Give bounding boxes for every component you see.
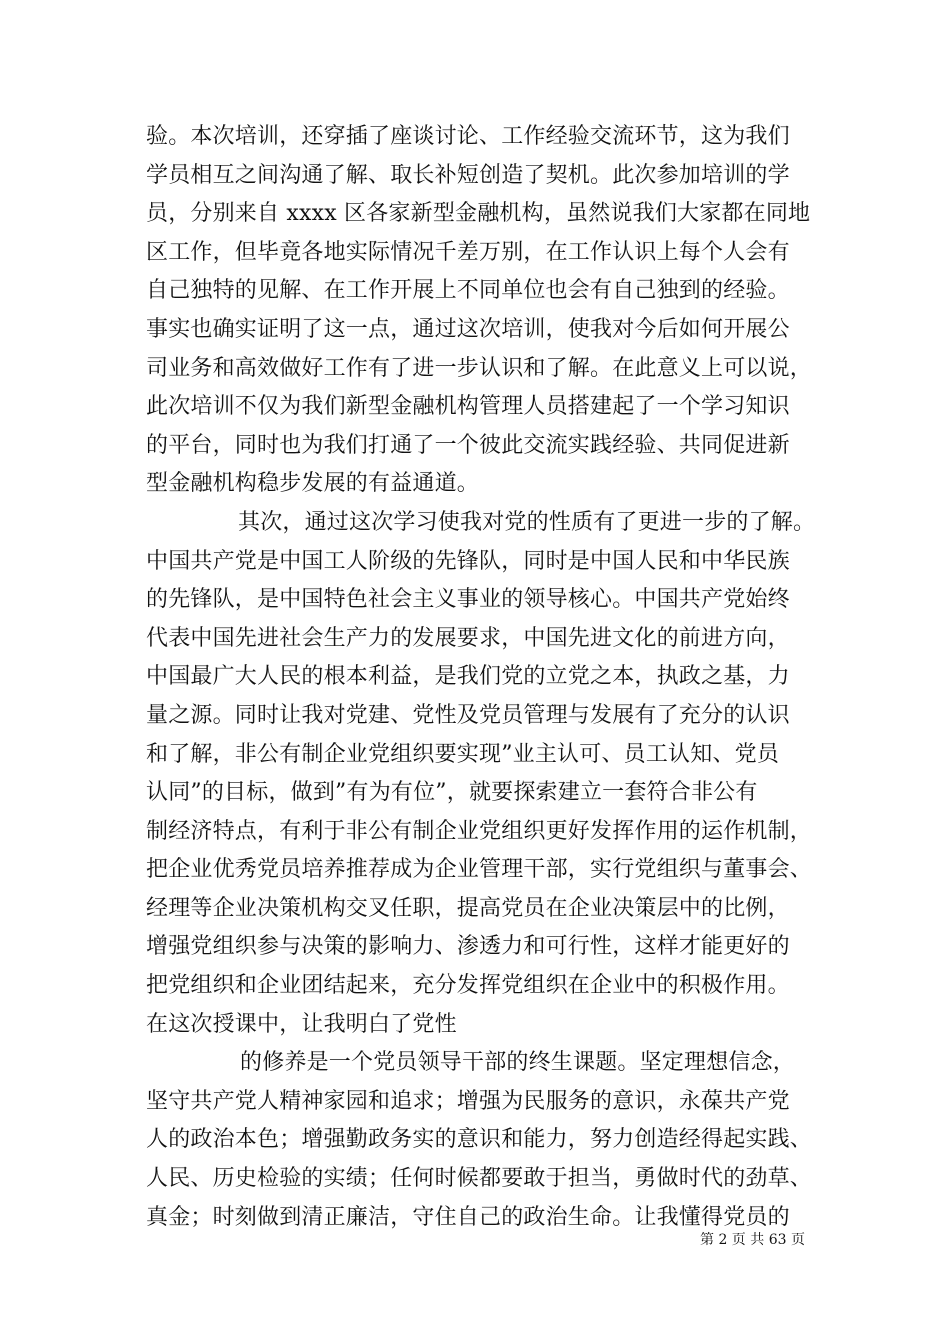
- page-number-footer: 第 2 页 共 63 页: [700, 1232, 805, 1248]
- text-line: 在这次授课中，让我明白了党性: [146, 1011, 457, 1037]
- text-line: 此次培训不仅为我们新型金融机构管理人员搭建起了一个学习知识: [146, 394, 790, 420]
- text-line: 和了解，非公有制企业党组织要实现”业主认可、员工认知、党员: [146, 741, 780, 767]
- text-line: 型金融机构稳步发展的有益通道。: [146, 471, 480, 497]
- text-line: 学员相互之间沟通了解、取长补短创造了契机。此次参加培训的学: [146, 162, 790, 188]
- text-line: 验。本次培训，还穿插了座谈讨论、工作经验交流环节，这为我们: [146, 124, 790, 149]
- paragraph-start-line: 其次，通过这次学习使我对党的性质有了更进一步的了解。: [238, 509, 816, 535]
- text-line: 坚守共产党人精神家园和追求；增强为民服务的意识，永葆共产党: [146, 1088, 790, 1114]
- text-line: 把企业优秀党员培养推荐成为企业管理干部，实行党组织与董事会、: [146, 857, 813, 883]
- text-line: 中国最广大人民的根本利益，是我们党的立党之本，执政之基，力: [146, 664, 790, 690]
- text-line: 制经济特点，有利于非公有制企业党组织更好发挥作用的运作机制，: [146, 818, 813, 844]
- text-line: 把党组织和企业团结起来，充分发挥党组织在企业中的积极作用。: [146, 973, 790, 999]
- text-line: 事实也确实证明了这一点，通过这次培训，使我对今后如何开展公: [146, 316, 790, 342]
- text-line: 量之源。同时让我对党建、党性及党员管理与发展有了充分的认识: [146, 702, 790, 728]
- text-line: 认同”的目标，做到”有为有位”，就要探索建立一套符合非公有: [146, 780, 758, 806]
- text-line: 中国共产党是中国工人阶级的先锋队，同时是中国人民和中华民族: [146, 548, 790, 574]
- text-line: 的先锋队，是中国特色社会主义事业的领导核心。中国共产党始终: [146, 587, 790, 613]
- text-line: 区工作，但毕竟各地实际情况千差万别，在工作认识上每个人会有: [146, 239, 790, 265]
- text-line: 司业务和高效做好工作有了进一步认识和了解。在此意义上可以说，: [146, 355, 813, 381]
- text-line: 真金；时刻做到清正廉洁，守住自己的政治生命。让我懂得党员的: [146, 1204, 790, 1230]
- text-line: 经理等企业决策机构交叉任职，提高党员在企业决策层中的比例，: [146, 895, 790, 921]
- text-line: 增强党组织参与决策的影响力、渗透力和可行性，这样才能更好的: [146, 934, 790, 960]
- body-text: [146, 118, 836, 1237]
- text-line: 的平台，同时也为我们打通了一个彼此交流实践经验、共同促进新: [146, 432, 790, 458]
- paragraph-start-line: 的修养是一个党员领导干部的终生课题。坚定理想信念，: [240, 1050, 796, 1076]
- text-line: 人民、历史检验的实绩；任何时候都要敢于担当，勇做时代的劲草、: [146, 1166, 813, 1192]
- text-line: 代表中国先进社会生产力的发展要求，中国先进文化的前进方向，: [146, 625, 790, 651]
- text-line: 人的政治本色；增强勤政务实的意识和能力，努力创造经得起实践、: [146, 1127, 813, 1153]
- text-line: 员，分别来自 xxxx 区各家新型金融机构，虽然说我们大家都在同地: [146, 201, 811, 227]
- text-line: 自己独特的见解、在工作开展上不同单位也会有自己独到的经验。: [146, 278, 790, 304]
